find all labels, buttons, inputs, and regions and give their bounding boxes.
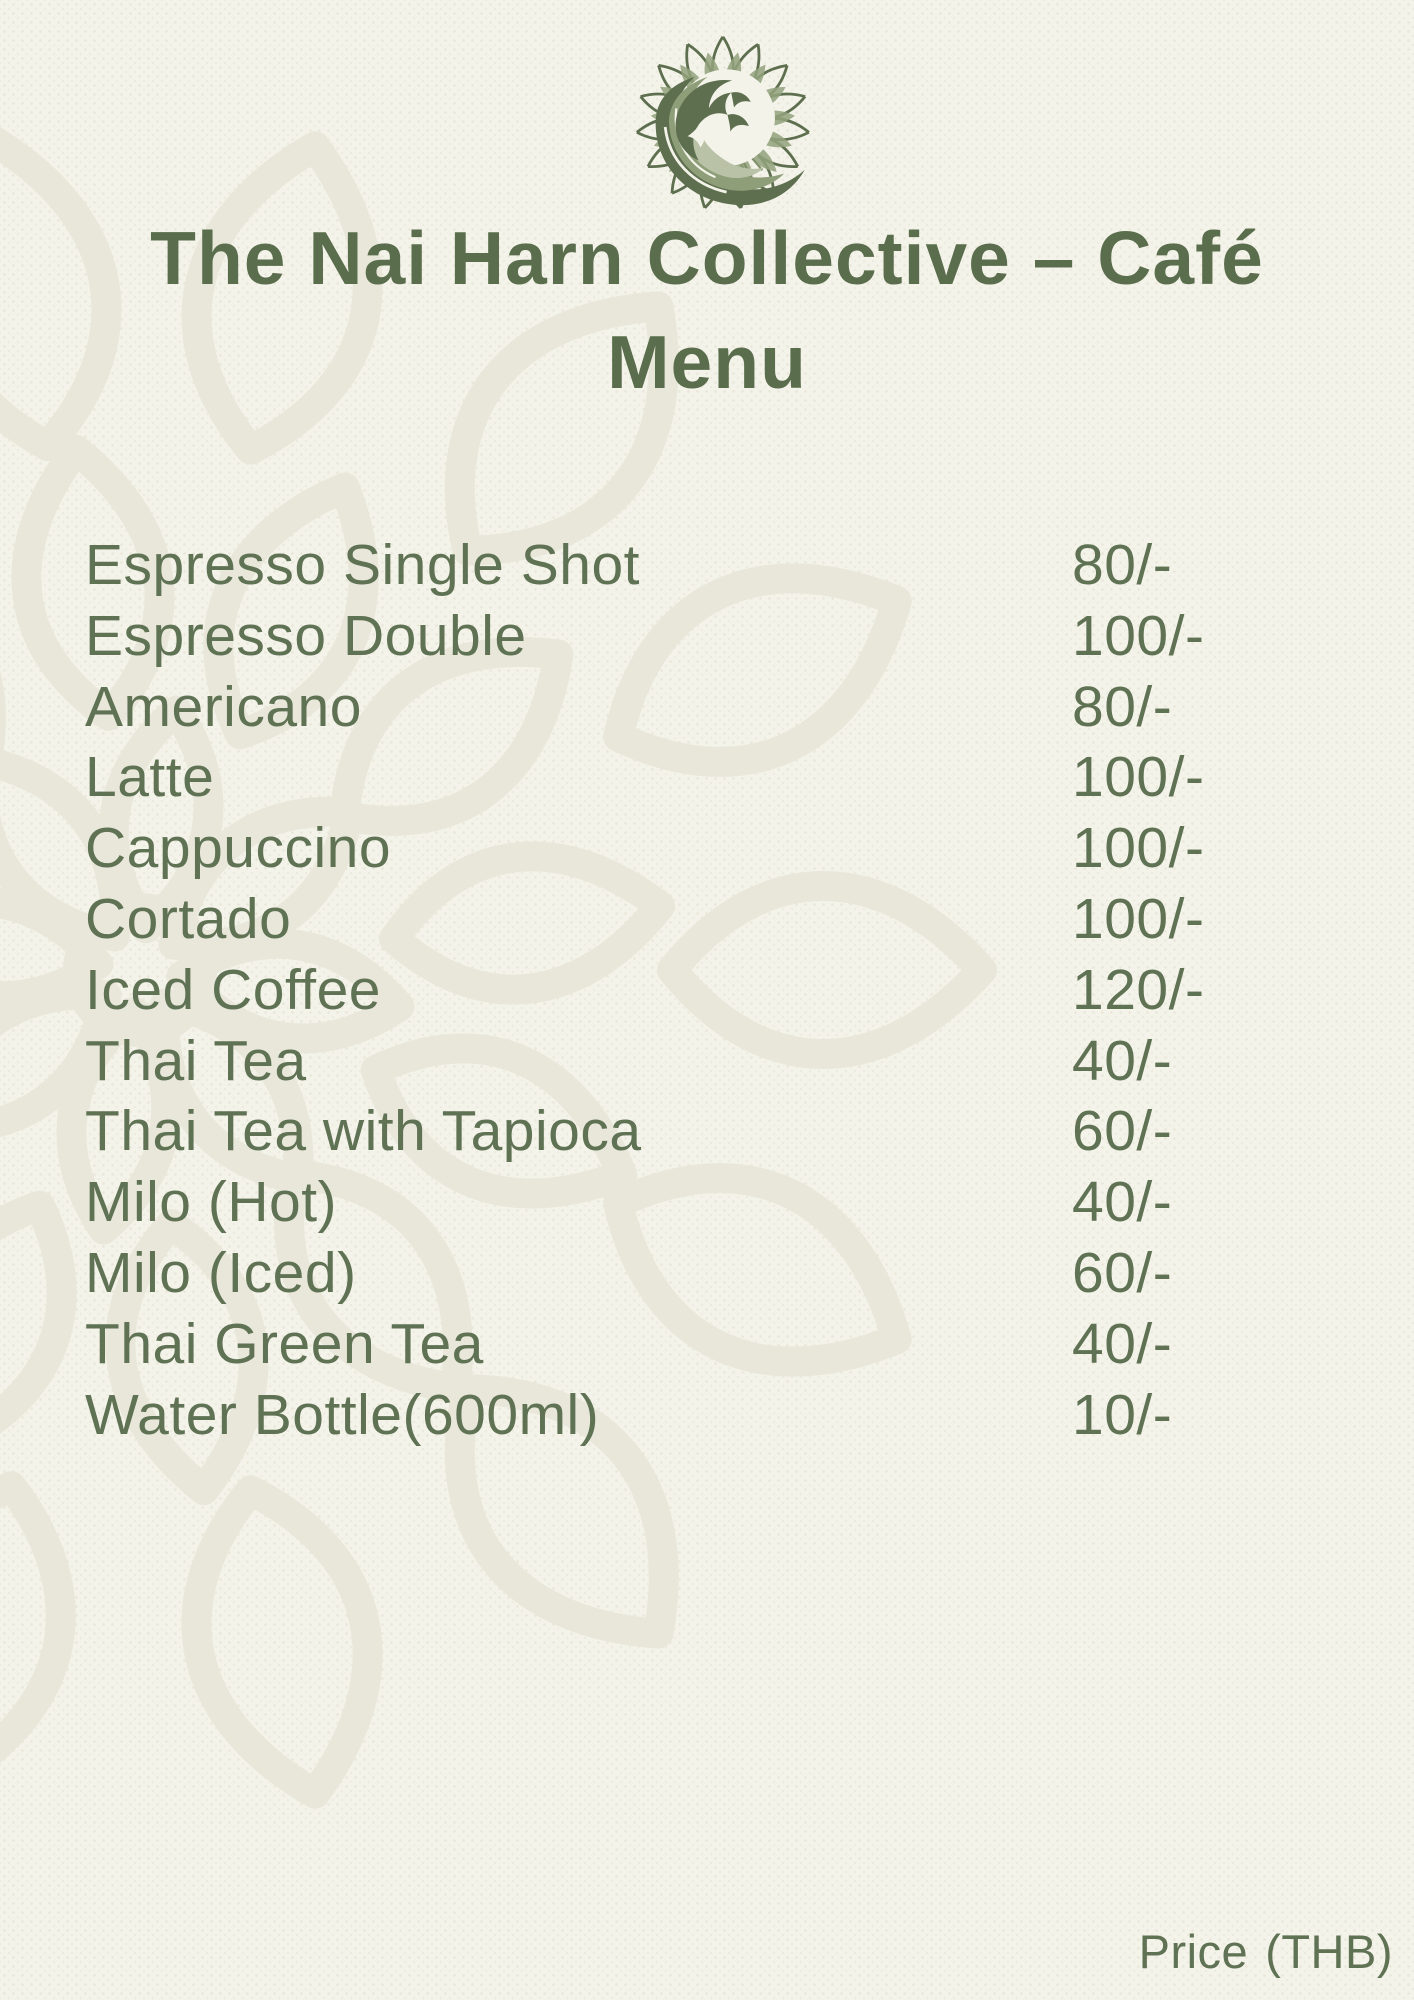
menu-item-row xyxy=(85,813,1329,884)
menu-item-row xyxy=(85,1380,1329,1451)
menu-item-name: Espresso Single Shot xyxy=(85,533,640,597)
menu-item-price: 80/- xyxy=(1072,674,1173,739)
menu-item-row xyxy=(85,955,1329,1026)
menu-item-price: 100/- xyxy=(1072,603,1205,668)
menu-item-row xyxy=(85,672,1329,743)
menu-item-name: Milo (Iced) xyxy=(85,1240,357,1305)
menu-item-price: 60/- xyxy=(1072,1240,1173,1305)
menu-item-name: Milo (Hot) xyxy=(85,1170,338,1235)
menu-item-price: 60/- xyxy=(1072,1099,1173,1164)
menu-item-price: 120/- xyxy=(1072,957,1205,1022)
menu-item-row xyxy=(85,1026,1329,1097)
menu-item-price: 40/- xyxy=(1072,1311,1173,1376)
menu-item-price: 100/- xyxy=(1072,886,1205,951)
lotus-wave-emblem-icon xyxy=(628,34,814,220)
menu-item-row xyxy=(85,1309,1329,1380)
menu-item-name: Cortado xyxy=(85,886,292,951)
menu-item-name: Thai Tea with Tapioca xyxy=(85,1099,642,1164)
page-title-line2: Menu xyxy=(607,320,807,404)
menu-item-price: 40/- xyxy=(1072,1028,1173,1093)
price-unit: (THB) xyxy=(1265,1925,1393,1978)
menu-item-row xyxy=(85,1096,1329,1167)
menu-item-row xyxy=(85,1167,1329,1238)
menu-item-row xyxy=(85,530,1329,601)
menu-item-name: Latte xyxy=(85,745,215,810)
menu-item-row xyxy=(85,1238,1329,1309)
menu-item-row xyxy=(85,742,1329,813)
menu-item-price: 10/- xyxy=(1072,1382,1173,1447)
menu-item-name: Cappuccino xyxy=(85,816,392,881)
menu-item-price: 80/- xyxy=(1072,533,1173,597)
menu-item-name: Thai Green Tea xyxy=(85,1311,484,1376)
menu-item-price: 100/- xyxy=(1072,816,1205,881)
cafe-logo xyxy=(628,34,814,220)
menu-item-name: Espresso Double xyxy=(85,603,527,668)
page-title xyxy=(0,206,1414,414)
menu-item-price: 100/- xyxy=(1072,745,1205,810)
menu-item-name: Iced Coffee xyxy=(85,957,381,1022)
price-currency-note xyxy=(1139,1924,1393,1979)
menu-item-row xyxy=(85,601,1329,672)
page-title-line1: The Nai Harn Collective – Café xyxy=(150,216,1264,300)
menu-item-name: Water Bottle(600ml) xyxy=(85,1382,600,1447)
menu-item-name: Thai Tea xyxy=(85,1028,307,1093)
menu-item-row xyxy=(85,884,1329,955)
menu-item-name: Americano xyxy=(85,674,362,739)
menu-list xyxy=(85,530,1329,1450)
menu-item-price: 40/- xyxy=(1072,1170,1173,1235)
price-label: Price xyxy=(1138,1925,1249,1978)
